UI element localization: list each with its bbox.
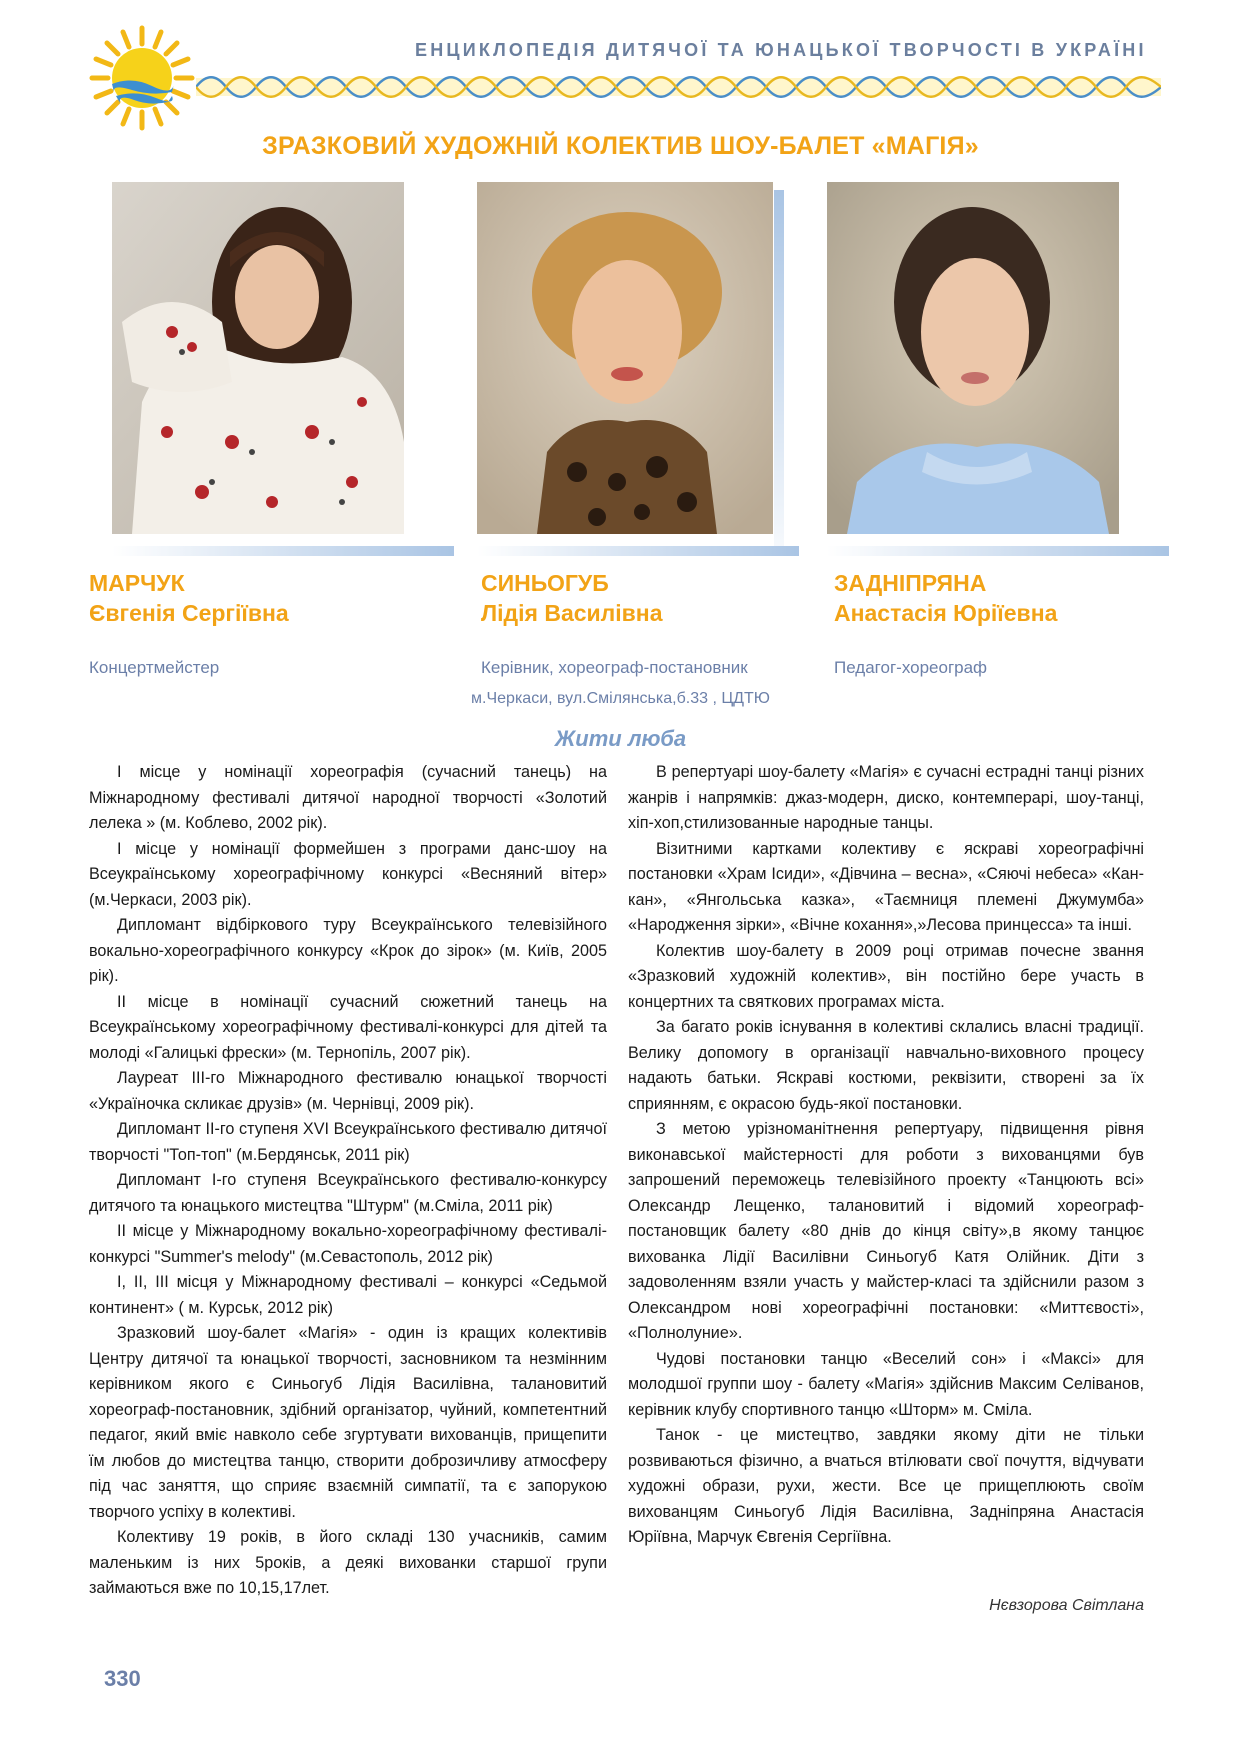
paragraph: За багато років існування в колективі склались власні традиції. Велику допомогу в організації навчально-виховного процесу надають батьки. Яскраві костюми, реквізити, створені за їх сприянням, є окрасою будь-якої постановки.	[628, 1018, 1144, 1113]
person-role: Керівник, хореограф-постановник	[481, 658, 748, 677]
person-given-names: Лідія Василівна	[481, 600, 663, 626]
encyclopedia-header-title: ЕНЦИКЛОПЕДІЯ ДИТЯЧОЇ ТА ЮНАЦЬКОЇ ТВОРЧОСТІ В УКРАЇНІ	[415, 40, 1147, 60]
person-surname: ЗАДНІПРЯНА	[834, 570, 987, 596]
paragraph: Чудові постановки танцю «Веселий сон» і «Максі» для молодшої группи шоу - балету «Магія» здійснив Максим Селіванов, керівник клубу спортивного танцю «Шторм» м. Сміла.	[628, 1349, 1144, 1419]
paragraph: Дипломант І-го ступеня Всеукраїнського фестивалю-конкурсу дитячого та юнацького мистецтва "Штурм" (м.Сміла, 2011 рік)	[89, 1171, 607, 1215]
paragraph: Лауреат ІІІ-го Міжнародного фестивалю юнацької творчості «Україночка скликає друзів» (м. Чернівці, 2009 рік).	[89, 1069, 607, 1113]
photo-shadow	[477, 546, 799, 556]
collective-address: м.Черкаси, вул.Смілянська,б.33 , ЦДТЮ	[471, 690, 770, 707]
paragraph: І місце у номінації формейшен з програми данс-шоу на Всеукраїнському хореографічному конкурсі «Весняний вітер» (м.Черкаси, 2003 рік).	[89, 839, 607, 909]
ornament-divider	[196, 72, 1161, 102]
portrait-photo-sinohub	[477, 182, 773, 534]
paragraph: Колективу 19 років, в його складі 130 учасників, самим маленьким із них 5років, а деякі вихованки старшої групи займаються вже по 10,15,17лет.	[89, 1528, 607, 1597]
person-given-names: Євгенія Сергіївна	[89, 600, 289, 626]
photo-shadow	[112, 546, 454, 556]
paragraph: В репертуарі шоу-балету «Магія» є сучасні естрадні танці різних жанрів і напрямків: джаз-модерн, диско, контемперарі, шоу-танці, хіп-хоп,стилизованные народные танцы.	[628, 763, 1144, 832]
portrait-photo-zadnipriana	[827, 182, 1119, 534]
person-surname: СИНЬОГУБ	[481, 570, 609, 596]
person-given-names: Анастасія Юріїевна	[834, 600, 1058, 626]
article-column-left	[89, 760, 607, 1602]
paragraph: І місце у номінації хореографія (сучасний танець) на Міжнародному фестивалі дитячої народної творчості «Золотий лелека » (м. Коблево, 2002 рік).	[89, 763, 607, 832]
paragraph: Танок - це мистецтво, завдяки якому діти не тільки розвиваються фізично, а вчаться втілювати свої почуття, відчувати художні образи, рухи, жести. Все це прищеплюють своїм вихованцям Синьогуб Лідія Василівна, Задніпряна Анастасія Юріївна, Марчук Євгенія Сергіївна.	[628, 1426, 1144, 1546]
article-author: Нєвзорова Світлана	[989, 1597, 1144, 1614]
page-number: 330	[104, 1666, 141, 1691]
photo-shadow	[774, 190, 784, 546]
paragraph: Дипломант відбіркового туру Всеукраїнського телевізійного вокально-хореографічного конкурсу «Крок до зірок» (м. Київ, 2005 рік).	[89, 916, 607, 985]
photo-shadow	[827, 546, 1169, 556]
person-card-sinohub	[481, 568, 821, 678]
paragraph: Колектив шоу-балету в 2009 році отримав почесне звання «Зразковий художній колектив», він постійно бере участь в концертних та святкових програмах міста.	[628, 941, 1144, 1011]
section-title: Жити люба	[554, 726, 687, 751]
paragraph: ІІ місце в номінації сучасний сюжетний танець на Всеукраїнському хореографічному фестивалі-конкурсі для дітей та молоді «Галицькі фрески» (м. Тернопіль, 2007 рік).	[89, 992, 607, 1062]
person-surname: МАРЧУК	[89, 570, 185, 596]
paragraph: Зразковий шоу-балет «Магія» - один із кращих колективів Центру дитячої та юнацької творчості, засновником та незмінним керівником якого є Синьогуб Лідія Василівна, талановитий хореограф-постановник, здібний організатор, чуйний, компетентний педагог, який вміє навколо себе згуртувати вихованців, прищепити їм любов до мистецтва танцю, створити доброзичливу атмосферу під час заняття, що сприяє взаємній симпатії, та є запорукою творчого успіху в колективі.	[89, 1324, 607, 1521]
paragraph: З метою урізноманітнення репертуару, підвищення рівня виконавської майстерності для роботи з вихованцями був запрошений переможець телевізійного проекту «Танцюють всі» Олександр Лещенко, талановитий і відомий хореограф-постановщик балету «80 днів до кінця світу»,в якому танцює вихованка Лідії Василівни Синьогуб Катя Олійник. Діти з задоволенням взяли участь у майстер-класі та здійснили разом з Олександром нові хореографічні постановки: «Миттєвості», «Полнолуние».	[628, 1120, 1144, 1342]
paragraph: І, ІІ, ІІІ місця у Міжнародному фестивалі – конкурсі «Седьмой континент» ( м. Курськ, 2012 рік)	[89, 1273, 607, 1317]
person-role: Концертмейстер	[89, 658, 220, 677]
paragraph: Візитними картками колективу є яскраві хореографічні постановки «Храм Ісиди», «Дівчина – весна», «Сяючі небеса» «Кан-кан», «Янгольська казка», «Таємниця племені Джумумба» «Народження зірки», «Вічне кохання»,»Лесова принцесса» та інші.	[628, 839, 1144, 934]
paragraph: ІІ місце у Міжнародному вокально-хореографічному фестивалі-конкурсі "Summer's melody" (м.Севастополь, 2012 рік)	[89, 1222, 607, 1266]
person-card-marchuk	[89, 568, 409, 678]
paragraph: Дипломант ІІ-го ступеня XVI Всеукраїнського фестивалю дитячої творчості "Топ-топ" (м.Бердянськ, 2011 рік)	[89, 1120, 607, 1164]
sun-logo-icon	[88, 24, 196, 132]
person-card-zadnipriana	[834, 568, 1174, 678]
portrait-photo-marchuk	[112, 182, 404, 534]
article-column-right	[628, 760, 1144, 1551]
person-role: Педагог-хореограф	[834, 658, 988, 677]
article-title: ЗРАЗКОВИЙ ХУДОЖНІЙ КОЛЕКТИВ ШОУ-БАЛЕТ «МАГІЯ»	[262, 132, 979, 160]
